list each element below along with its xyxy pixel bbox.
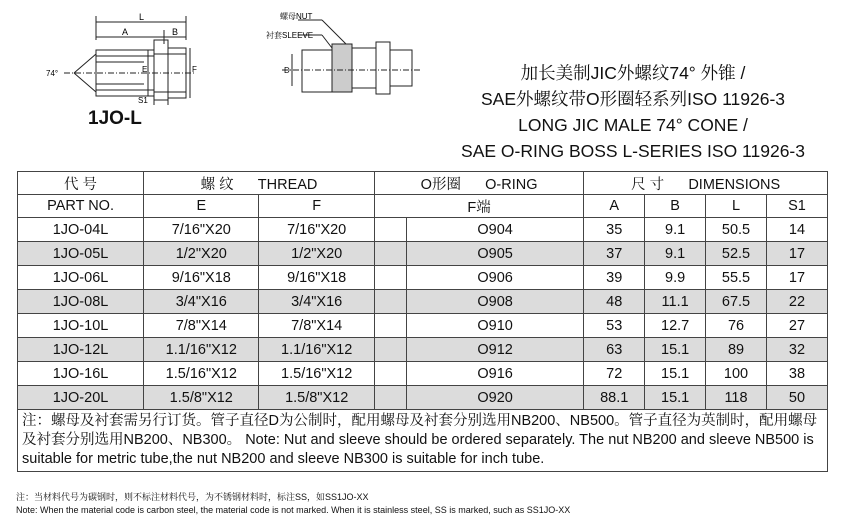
- thread-f-cell: 1.1/16"X12: [259, 338, 374, 362]
- table-row: [18, 218, 828, 242]
- dim-l-cell: 55.5: [706, 266, 767, 290]
- nut-label: 螺母NUT: [280, 12, 313, 21]
- footnote-en: Note: When the material code is carbon steel, the material code is not marked. When it is stainless steel, SS is marked, such as SS1JO-XX: [16, 505, 571, 515]
- dim-a-cell: 53: [584, 314, 645, 338]
- dim-a-cell: 72: [584, 362, 645, 386]
- dim-a-cell: 35: [584, 218, 645, 242]
- oring-blank-cell: [374, 266, 406, 290]
- dim-a-label: A: [122, 27, 129, 37]
- dim-b-cell: 9.1: [645, 242, 706, 266]
- thread-f-cell: 9/16"X18: [259, 266, 374, 290]
- thread-e-cell: 9/16"X18: [144, 266, 259, 290]
- part-no-cell: 1JO-06L: [18, 266, 144, 290]
- dim-l-cell: 76: [706, 314, 767, 338]
- dim-l-label: L: [139, 12, 145, 22]
- dim-a-cell: 88.1: [584, 386, 645, 410]
- product-title: [430, 60, 836, 164]
- cone-angle-label: 74°: [46, 69, 59, 78]
- header-oring-en: O-RING: [485, 176, 538, 193]
- oring-blank-cell: [374, 362, 406, 386]
- table-row: [18, 290, 828, 314]
- oring-blank-cell: [374, 290, 406, 314]
- dim-s1-cell: 22: [766, 290, 827, 314]
- oring-cell: O904: [406, 218, 583, 242]
- oring-cell: O920: [406, 386, 583, 410]
- spec-table: [17, 171, 828, 472]
- dim-l-cell: 67.5: [706, 290, 767, 314]
- oring-cell: O908: [406, 290, 583, 314]
- oring-blank-cell: [374, 218, 406, 242]
- part-no-cell: 1JO-12L: [18, 338, 144, 362]
- oring-cell: O916: [406, 362, 583, 386]
- dim-s1-cell: 14: [766, 218, 827, 242]
- footnote-cn: 注：当材料代号为碳钢时，则不标注材料代号，为不锈钢材料时，标注SS，如SS1JO-XX: [16, 492, 369, 502]
- header-s1: S1: [766, 195, 827, 218]
- part-no-cell: 1JO-05L: [18, 242, 144, 266]
- dim-l-cell: 100: [706, 362, 767, 386]
- header-dim-cn: 尺 寸: [631, 176, 665, 193]
- oring-cell: O910: [406, 314, 583, 338]
- dim-b-label: B: [172, 27, 179, 37]
- header-f: F: [259, 195, 374, 218]
- thread-e-cell: 7/16"X20: [144, 218, 259, 242]
- dim-l-cell: 118: [706, 386, 767, 410]
- dim-s1-cell: 32: [766, 338, 827, 362]
- dim-b-cell: 9.9: [645, 266, 706, 290]
- dim-b-cell: 15.1: [645, 338, 706, 362]
- sleeve-label: 衬套SLEEVE: [266, 31, 314, 40]
- table-row: [18, 266, 828, 290]
- header-a: A: [584, 195, 645, 218]
- header-dim-en: DIMENSIONS: [688, 176, 781, 193]
- thread-f-cell: 1/2"X20: [259, 242, 374, 266]
- assembly-drawing: [262, 10, 437, 95]
- header-f-end: F端: [374, 195, 583, 218]
- table-row: [18, 362, 828, 386]
- dim-f-label: F: [192, 65, 197, 74]
- thread-f-cell: 7/8"X14: [259, 314, 374, 338]
- header-code-cn: 代 号: [18, 172, 144, 195]
- thread-e-cell: 1.5/16"X12: [144, 362, 259, 386]
- dim-a-cell: 63: [584, 338, 645, 362]
- part-no-cell: 1JO-20L: [18, 386, 144, 410]
- dim-a-cell: 37: [584, 242, 645, 266]
- oring-blank-cell: [374, 338, 406, 362]
- dim-b-cell: 9.1: [645, 218, 706, 242]
- dim-s1-cell: 17: [766, 242, 827, 266]
- dim-l-cell: 89: [706, 338, 767, 362]
- title-line: SAE O-RING BOSS L-SERIES ISO 11926-3: [461, 141, 805, 161]
- thread-e-cell: 1/2"X20: [144, 242, 259, 266]
- header-dimensions: [584, 172, 828, 195]
- dim-s1-cell: 50: [766, 386, 827, 410]
- oring-cell: O912: [406, 338, 583, 362]
- thread-f-cell: 3/4"X16: [259, 290, 374, 314]
- oring-cell: O906: [406, 266, 583, 290]
- oring-blank-cell: [374, 314, 406, 338]
- header-e: E: [144, 195, 259, 218]
- dim-a-cell: 48: [584, 290, 645, 314]
- thread-f-cell: 7/16"X20: [259, 218, 374, 242]
- oring-cell: O905: [406, 242, 583, 266]
- table-row: [18, 386, 828, 410]
- part-no-cell: 1JO-10L: [18, 314, 144, 338]
- dim-s1-cell: 38: [766, 362, 827, 386]
- dim-b-cell: 15.1: [645, 386, 706, 410]
- header-thread-cn: 螺 纹: [200, 176, 234, 193]
- thread-f-cell: 1.5/16"X12: [259, 362, 374, 386]
- dim-l-cell: 52.5: [706, 242, 767, 266]
- dim-b-cell: 15.1: [645, 362, 706, 386]
- header-thread-en: THREAD: [257, 176, 318, 193]
- part-no-cell: 1JO-04L: [18, 218, 144, 242]
- header-oring: [374, 172, 583, 195]
- header-l: L: [706, 195, 767, 218]
- oring-blank-cell: [374, 386, 406, 410]
- dim-b-cell: 12.7: [645, 314, 706, 338]
- part-no-cell: 1JO-16L: [18, 362, 144, 386]
- title-line: LONG JIC MALE 74° CONE /: [518, 115, 748, 135]
- thread-e-cell: 3/4"X16: [144, 290, 259, 314]
- table-row: [18, 242, 828, 266]
- thread-e-cell: 1.1/16"X12: [144, 338, 259, 362]
- thread-f-cell: 1.5/8"X12: [259, 386, 374, 410]
- dim-s1-label: S1: [138, 96, 148, 105]
- order-note: 注：螺母及衬套需另行订货。管子直径D为公制时，配用螺母及衬套分别选用NB200、NB500。管子直径为英制时，配用螺母及衬套分别选用NB200、NB300。 Note: Nut and sleeve should be ordered separately. The nut NB200 and sleeve NB500 is suitable for metric tube,the nut NB200 and sleeve NB300 is suitable for inch tube.: [18, 410, 828, 472]
- part-code: 1JO-L: [88, 108, 142, 129]
- header-thread: [144, 172, 375, 195]
- header-b: B: [645, 195, 706, 218]
- title-line: SAE外螺纹带O形圈轻系列ISO 11926-3: [480, 89, 786, 109]
- dim-b-cell: 11.1: [645, 290, 706, 314]
- fitting-drawing: [44, 10, 214, 105]
- dim-s1-cell: 27: [766, 314, 827, 338]
- dim-e-label: E: [142, 65, 148, 74]
- thread-e-cell: 1.5/8"X12: [144, 386, 259, 410]
- dim-a-cell: 39: [584, 266, 645, 290]
- dim-l-cell: 50.5: [706, 218, 767, 242]
- dim-s1-cell: 17: [766, 266, 827, 290]
- table-row: [18, 314, 828, 338]
- header-oring-cn: O形圈: [420, 176, 461, 193]
- table-row: [18, 338, 828, 362]
- oring-blank-cell: [374, 242, 406, 266]
- header-part-no: PART NO.: [18, 195, 144, 218]
- dim-d-label: D: [284, 66, 290, 75]
- thread-e-cell: 7/8"X14: [144, 314, 259, 338]
- title-line: 加长美制JIC外螺纹74° 外锥 /: [520, 63, 746, 83]
- part-no-cell: 1JO-08L: [18, 290, 144, 314]
